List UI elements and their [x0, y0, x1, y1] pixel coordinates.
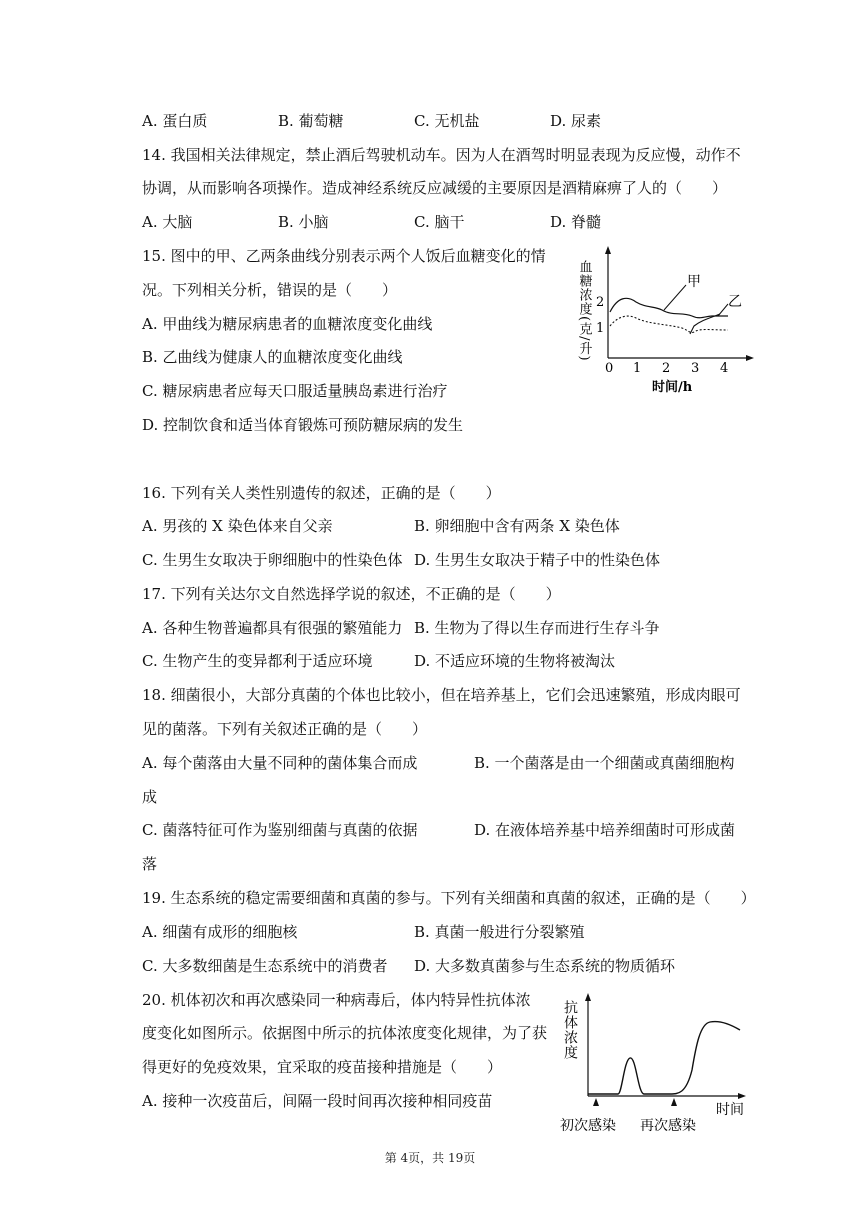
second-infection-arrow — [671, 1098, 677, 1106]
glucose-y-arrow — [605, 246, 611, 254]
curve-jia — [610, 298, 728, 317]
q19-stem: 19. 生态系统的稳定需要细菌和真菌的参与。下列有关细菌和真菌的叙述，正确的是（ ） — [142, 889, 756, 907]
antibody-ylabel: 抗体浓度 — [562, 1000, 578, 1060]
antibody-x-arrow — [738, 1093, 746, 1099]
q17-option-a: A. 各种生物普遍都具有很强的繁殖能力 — [142, 619, 403, 637]
q17-option-c: C. 生物产生的变异都利于适应环境 — [142, 652, 373, 670]
glucose-ylabel: 血糖浓度(克/升) — [576, 260, 592, 362]
q14-option-d: D. 脊髓 — [550, 213, 602, 231]
label-yi: 乙 — [728, 294, 742, 310]
q18-option-d: D. 在液体培养基中培养细菌时可形成菌 — [474, 821, 736, 839]
glucose-xtick-3: 3 — [691, 361, 700, 376]
q20-stem-line3: 得更好的免疫效果，宜采取的疫苗接种措施是（ ） — [142, 1058, 503, 1076]
q18-option-d-cont: 落 — [142, 855, 158, 873]
antibody-y-arrow — [585, 993, 591, 1001]
q20-option-a: A. 接种一次疫苗后，间隔一段时间再次接种相同疫苗 — [142, 1092, 493, 1110]
q16-option-b: B. 卵细胞中含有两条 X 染色体 — [414, 517, 620, 535]
q14-option-a: A. 大脑 — [142, 213, 193, 231]
q16-option-a: A. 男孩的 X 染色体来自父亲 — [142, 517, 333, 535]
q18-option-a: A. 每个菌落由大量不同种的菌体集合而成 — [142, 754, 418, 772]
q15-stem-line2: 况。下列相关分析，错误的是（ ） — [142, 281, 398, 299]
antibody-xlabel: 时间 — [716, 1102, 744, 1118]
q17-option-b: B. 生物为了得以生存而进行生存斗争 — [414, 619, 660, 637]
glucose-ytick-2: 2 — [596, 295, 605, 310]
q16-option-d: D. 生男生女取决于精子中的性染色体 — [414, 551, 661, 569]
label-jia: 甲 — [687, 274, 701, 290]
q15-option-d: D. 控制饮食和适当体育锻炼可预防糖尿病的发生 — [142, 416, 464, 434]
q19-option-a: A. 细菌有成形的细胞核 — [142, 923, 298, 941]
jia-leader-line — [664, 285, 686, 310]
yi-leader-line — [718, 304, 728, 316]
first-infection-arrow — [593, 1098, 599, 1106]
blood-glucose-figure — [570, 240, 760, 400]
glucose-xtick-0: 0 — [605, 361, 614, 376]
q14-stem-line2: 协调，从而影响各项操作。造成神经系统反应减缓的主要原因是酒精麻痹了人的（ ） — [142, 179, 728, 197]
q15-option-c: C. 糖尿病患者应每天口服适量胰岛素进行治疗 — [142, 382, 448, 400]
q18-option-b-cont: 成 — [142, 788, 158, 806]
glucose-xtick-4: 4 — [720, 361, 729, 376]
q14-stem-line1: 14. 我国相关法律规定，禁止酒后驾驶机动车。因为人在酒驾时明显表现为反应慢，动作不 — [142, 146, 741, 164]
q18-option-c: C. 菌落特征可作为鉴别细菌与真菌的依据 — [142, 821, 418, 839]
first-infection-label: 初次感染 — [560, 1118, 616, 1134]
q13-option-d: D. 尿素 — [550, 112, 602, 130]
q13-option-b: B. 葡萄糖 — [278, 112, 344, 130]
antibody-curve — [588, 1021, 740, 1094]
q16-option-c: C. 生男生女取决于卵细胞中的性染色体 — [142, 551, 403, 569]
q18-option-b: B. 一个菌落是由一个细菌或真菌细胞构 — [474, 754, 735, 772]
q15-option-a: A. 甲曲线为糖尿病患者的血糖浓度变化曲线 — [142, 315, 433, 333]
glucose-x-arrow — [746, 355, 754, 361]
q13-option-c: C. 无机盐 — [414, 112, 480, 130]
q13-option-a: A. 蛋白质 — [142, 112, 208, 130]
q20-stem-line2: 度变化如图所示。依据图中所示的抗体浓度变化规律，为了获 — [142, 1024, 548, 1042]
q16-stem: 16. 下列有关人类性别遗传的叙述，正确的是（ ） — [142, 484, 501, 502]
q19-option-c: C. 大多数细菌是生态系统中的消费者 — [142, 957, 388, 975]
q17-option-d: D. 不适应环境的生物将被淘汰 — [414, 652, 616, 670]
q18-stem-line1: 18. 细菌很小，大部分真菌的个体也比较小，但在培养基上，它们会迅速繁殖，形成肉眼可 — [142, 686, 741, 704]
glucose-xtick-2: 2 — [662, 361, 671, 376]
q19-option-d: D. 大多数真菌参与生态系统的物质循环 — [414, 957, 676, 975]
second-infection-label: 再次感染 — [640, 1118, 696, 1134]
antibody-figure — [556, 990, 756, 1138]
q15-stem-line1: 15. 图中的甲、乙两条曲线分别表示两个人饭后血糖变化的情 — [142, 247, 546, 265]
q14-option-b: B. 小脑 — [278, 213, 329, 231]
glucose-xlabel: 时间/h — [652, 380, 693, 395]
q17-stem: 17. 下列有关达尔文自然选择学说的叙述，不正确的是（ ） — [142, 585, 561, 603]
page-footer: 第 4页，共 19页 — [384, 1151, 476, 1165]
q15-option-b: B. 乙曲线为健康人的血糖浓度变化曲线 — [142, 348, 403, 366]
q20-stem-line1: 20. 机体初次和再次感染同一种病毒后，体内特异性抗体浓 — [142, 991, 531, 1009]
q18-stem-line2: 见的菌落。下列有关叙述正确的是（ ） — [142, 720, 428, 738]
curve-yi — [610, 316, 728, 332]
glucose-xtick-1: 1 — [633, 361, 642, 376]
q19-option-b: B. 真菌一般进行分裂繁殖 — [414, 923, 585, 941]
q14-option-c: C. 脑干 — [414, 213, 465, 231]
glucose-ytick-1: 1 — [596, 321, 605, 336]
